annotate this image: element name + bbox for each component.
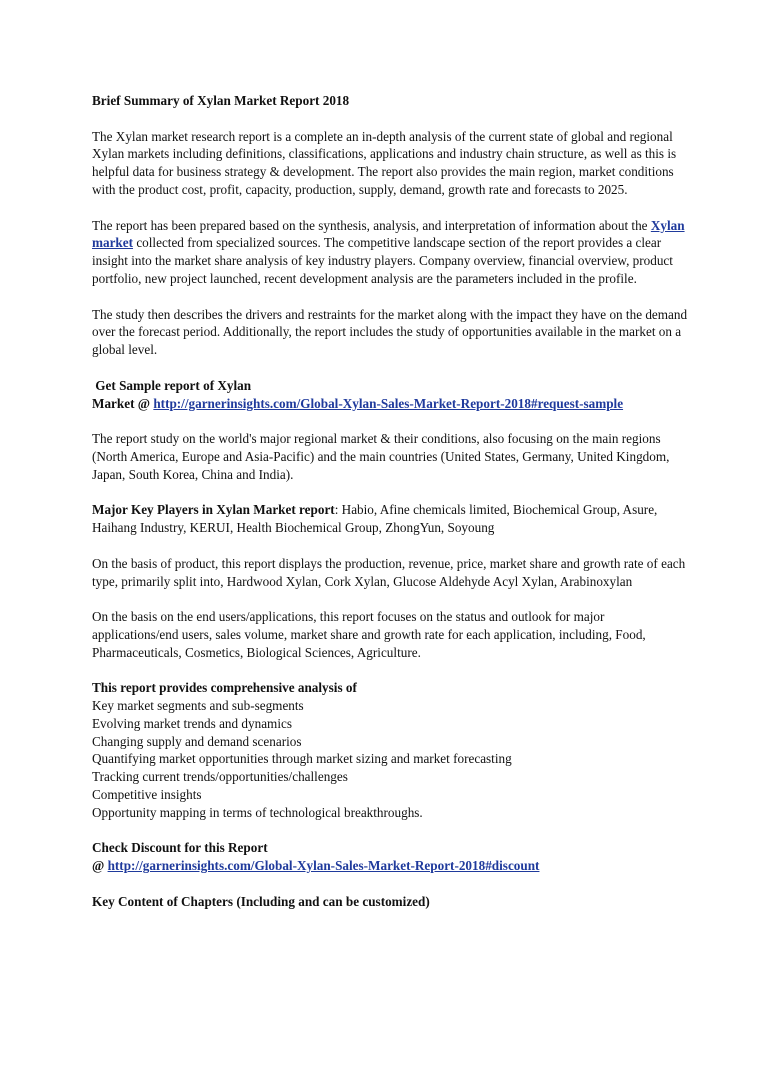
sample-request-link[interactable]: http://garnerinsights.com/Global-Xylan-Sales-Market-Report-2018#request-sample (153, 395, 624, 411)
drivers-paragraph: The study then describes the drivers and restraints for the market along with the impact they have on the demand over the forecast period. Additionally, the report includes the study of opportunities available in the market on a global level. (92, 306, 688, 358)
list-item: Key market segments and sub-segments (92, 698, 304, 714)
xylan-market-link[interactable]: Xylan market (92, 217, 685, 251)
discount-heading: Check Discount for this Report (92, 840, 268, 856)
chapters-heading: Key Content of Chapters (Including and can be customized) (92, 893, 430, 909)
list-item: Competitive insights (92, 787, 202, 803)
document-page (92, 92, 692, 928)
list-item: Opportunity mapping in terms of technological breakthroughs. (92, 804, 423, 820)
text-segment: collected from specialized sources. The competitive landscape section of the report provides a clear insight into the market share analysis of key industry players. Company overview, financial overview, product portfolio, new project launched, recent development analysis are the parameters included in the profile. (92, 235, 673, 286)
list-item: Changing supply and demand scenarios (92, 733, 302, 749)
sample-prefix: Market @ (92, 395, 154, 411)
discount-prefix: @ (92, 858, 108, 874)
sample-request-block (92, 377, 692, 413)
analysis-section (92, 679, 692, 821)
product-types-paragraph: On the basis of product, this report displays the production, revenue, price, market share and growth rate of each type, primarily split into, Hardwood Xylan, Cork Xylan, Glucose Aldehyde Acyl Xylan, Arabinoxylan (92, 555, 686, 589)
document-title: Brief Summary of Xylan Market Report 2018 (92, 93, 350, 108)
list-item: Tracking current trends/opportunities/challenges (92, 769, 348, 785)
sample-heading: Get Sample report of Xylan (92, 377, 252, 393)
key-players-list: : Habio, Afine chemicals limited, Biochemical Group, Asure, Haihang Industry, KERUI, Health Biochemical Group, ZhongYun, Soyoung (92, 502, 658, 536)
key-players-label: Major Key Players in Xylan Market report (92, 502, 335, 518)
report-preparation-paragraph (92, 217, 692, 288)
discount-link[interactable]: http://garnerinsights.com/Global-Xylan-Sales-Market-Report-2018#discount (107, 858, 540, 874)
applications-paragraph: On the basis on the end users/applications, this report focuses on the status and outlook for major applications/end users, sales volume, market share and growth rate for each application, including, Food, Pharmaceuticals, Cosmetics, Biological Sciences, Agriculture. (92, 609, 646, 660)
list-item: Quantifying market opportunities through market sizing and market forecasting (92, 751, 512, 767)
analysis-heading: This report provides comprehensive analysis of (92, 680, 357, 696)
discount-block (92, 839, 692, 875)
key-players-paragraph (92, 501, 692, 537)
intro-paragraph: The Xylan market research report is a complete an in-depth analysis of the current state of global and regional Xylan markets including definitions, classifications, applications and industry chain structure, as well as this is helpful data for business strategy & development. The report also provides the main region, market conditions with the product cost, profit, capacity, production, supply, demand, growth rate and forecasts to 2025. (92, 128, 677, 197)
list-item: Evolving market trends and dynamics (92, 715, 292, 731)
regional-paragraph: The report study on the world's major regional market & their conditions, also focusing on the main regions (North America, Europe and Asia-Pacific) and the main countries (United States, Germany, United Kingdom, Japan, South Korea, China and India). (92, 431, 670, 482)
text-segment: The report has been prepared based on the synthesis, analysis, and interpretation of information about the (92, 217, 651, 233)
